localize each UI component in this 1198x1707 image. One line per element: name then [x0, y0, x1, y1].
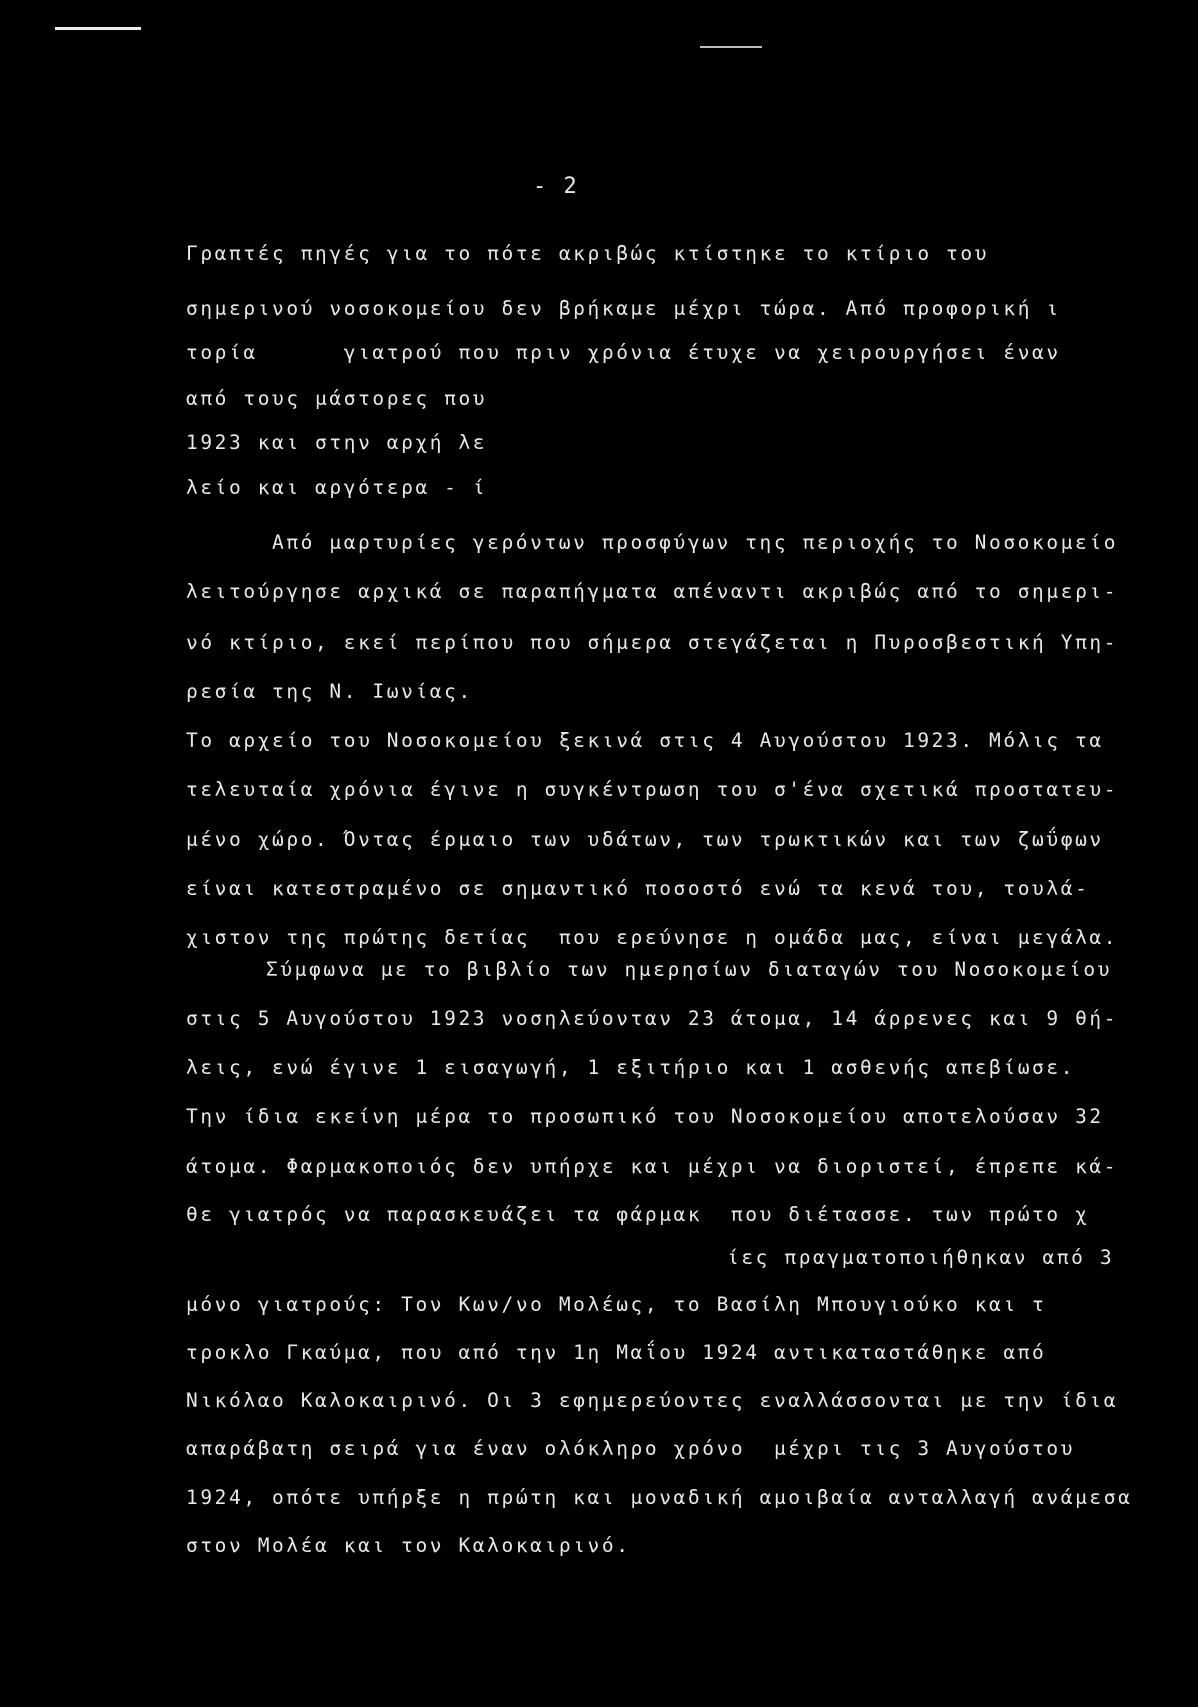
text-line: Την ίδια εκείνη μέρα το προσωπικό του Νοσοκομείου αποτελούσαν 32 [186, 1105, 1104, 1128]
text-line: στις 5 Αυγούστου 1923 νοσηλεύονταν 23 άτομα, 14 άρρενες και 9 θή- [186, 1007, 1119, 1030]
page-number: - 2 [533, 174, 579, 199]
text-line: Νικόλαο Καλοκαιρινό. Οι 3 εφημερεύοντες εναλλάσσονται με την ίδια [186, 1389, 1119, 1412]
text-line: Γραπτές πηγές για το πότε ακριβώς κτίστηκε το κτίριο του [186, 242, 990, 265]
text-line: νό κτίριο, εκεί περίπου που σήμερα στεγάζεται η Πυροσβεστική Υπη- [186, 631, 1119, 654]
text-line: ίες πραγματοποιήθηκαν από 3 [727, 1246, 1115, 1269]
text-line: στον Μολέα και τον Καλοκαιρινό. [186, 1534, 631, 1557]
text-line: Σύμφωνα με το βιβλίο των ημερησίων διαταγών του Νοσοκομείου [266, 958, 1113, 981]
top-rule [55, 27, 141, 30]
text-line: μόνο γιατρούς: Τον Κων/νο Μολέως, το Βασίλη Μπουγιούκο και τ [186, 1293, 1047, 1316]
text-line: λείο και αργότερα - ί [186, 476, 488, 499]
text-line: χιστον της πρώτης δετίας που ερεύνησε η ομάδα μας, είναι μεγάλα. [186, 926, 1119, 949]
text-line: Από μαρτυρίες γερόντων προσφύγων της περιοχής το Νοσοκομείο [272, 531, 1119, 554]
text-line: άτομα. Φαρμακοποιός δεν υπήρχε και μέχρι να διοριστεί, έπρεπε κά- [186, 1155, 1119, 1178]
text-line: μένο χώρο. Όντας έρμαιο των υδάτων, των τρωκτικών και των ζωΰφων [186, 828, 1104, 851]
text-line: είναι κατεστραμένο σε σημαντικό ποσοστό ενώ τα κενά του, τουλά- [186, 877, 1090, 900]
text-line: ρεσία της Ν. Ιωνίας. [186, 680, 473, 703]
text-line: από τους μάστορες που [186, 387, 488, 410]
text-line: τελευταία χρόνια έγινε η συγκέντρωση του σ'ένα σχετικά προστατευ- [186, 778, 1119, 801]
text-line: θε γιατρός να παρασκευάζει τα φάρμακ που διέτασσε. των πρώτο χ [186, 1203, 1090, 1226]
text-line: λεις, ενώ έγινε 1 εισαγωγή, 1 εξιτήριο και 1 ασθενής απεβίωσε. [186, 1056, 1076, 1079]
text-line: σημερινού νοσοκομείου δεν βρήκαμε μέχρι τώρα. Από προφορική ι [186, 297, 1061, 320]
text-line: τορία γιατρού που πριν χρόνια έτυχε να χειρουργήσει έναν [186, 341, 1061, 364]
text-line: απαράβατη σειρά για έναν ολόκληρο χρόνο μέχρι τις 3 Αυγούστου [186, 1437, 1076, 1460]
text-line: λειτούργησε αρχικά σε παραπήγματα απέναντι ακριβώς από το σημερι- [186, 580, 1119, 603]
text-line: Το αρχείο του Νοσοκομείου ξεκινά στις 4 Αυγούστου 1923. Μόλις τα [186, 729, 1104, 752]
text-line: 1923 και στην αρχή λε [186, 431, 488, 454]
text-line: τροκλο Γκαύμα, που από την 1η Μαΐου 1924 αντικαταστάθηκε από [186, 1341, 1047, 1364]
top-mark [700, 46, 762, 48]
text-line: 1924, οπότε υπήρξε η πρώτη και μοναδική αμοιβαία ανταλλαγή ανάμεσα [186, 1486, 1133, 1509]
